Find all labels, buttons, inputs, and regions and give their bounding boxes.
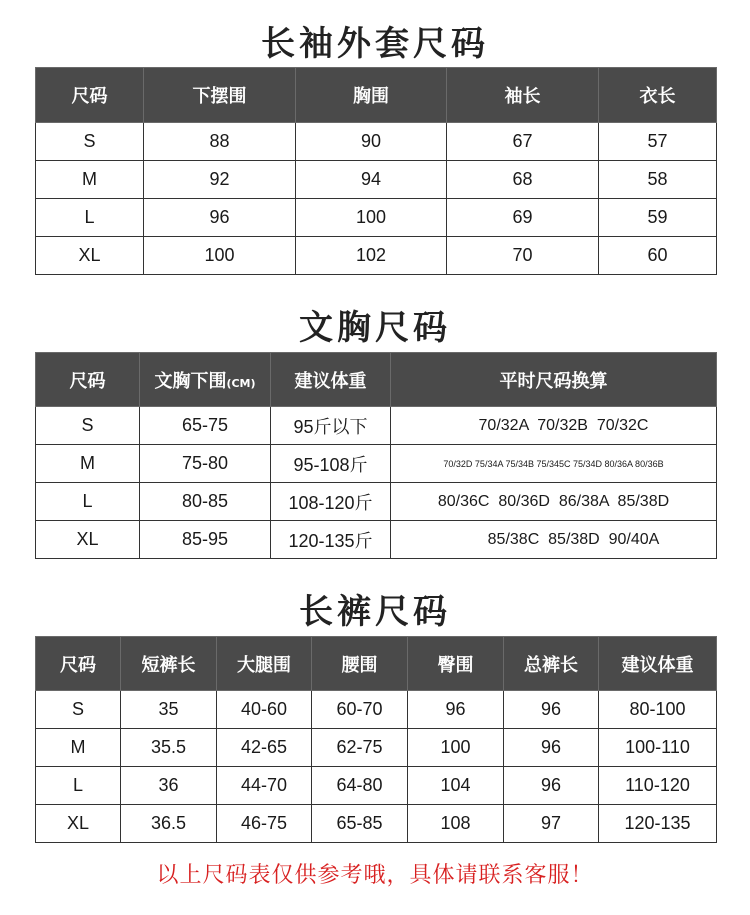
table-cell: 85-95 xyxy=(140,521,271,559)
table-cell: 68 xyxy=(447,161,599,199)
table-cell: 60 xyxy=(599,237,717,275)
column-header: 大腿围 xyxy=(217,637,312,691)
table-cell: 120-135斤 xyxy=(271,521,391,559)
table-cell: 102 xyxy=(296,237,447,275)
table-cell: 96 xyxy=(504,729,599,767)
table-cell: M xyxy=(36,729,121,767)
table-cell: 95斤以下 xyxy=(271,407,391,445)
table-cell: 100 xyxy=(144,237,296,275)
column-header: 衣长 xyxy=(599,68,717,123)
table-cell: 97 xyxy=(504,805,599,843)
table-cell: M xyxy=(36,445,140,483)
jacket-section-title: 长袖外套尺码 xyxy=(261,24,489,64)
bra-size-table xyxy=(35,352,717,559)
table-cell: L xyxy=(36,767,121,805)
table-cell: 70/32D 75/34A 75/34B 75/345C 75/34D 80/36A 80/36B xyxy=(391,445,717,483)
column-header: 短裤长 xyxy=(121,637,217,691)
table-cell: S xyxy=(36,691,121,729)
table-cell: 96 xyxy=(504,767,599,805)
table-cell: 40-60 xyxy=(217,691,312,729)
table-cell: XL xyxy=(36,805,121,843)
table-row xyxy=(36,161,717,199)
table-cell: XL xyxy=(36,237,144,275)
table-cell: 94 xyxy=(296,161,447,199)
column-header: 袖长 xyxy=(447,68,599,123)
table-cell: 46-75 xyxy=(217,805,312,843)
column-header: 总裤长 xyxy=(504,637,599,691)
table-cell: 60-70 xyxy=(312,691,408,729)
table-cell: 59 xyxy=(599,199,717,237)
unit-label: (CM) xyxy=(226,376,256,390)
table-cell: M xyxy=(36,161,144,199)
table-cell: L xyxy=(36,483,140,521)
column-header: 腰围 xyxy=(312,637,408,691)
bra-section-title: 文胸尺码 xyxy=(299,308,451,348)
table-cell: 44-70 xyxy=(217,767,312,805)
table-cell: 65-85 xyxy=(312,805,408,843)
table-cell: 96 xyxy=(144,199,296,237)
table-cell: 96 xyxy=(504,691,599,729)
table-cell: 100-110 xyxy=(599,729,717,767)
column-header: 建议体重 xyxy=(599,637,717,691)
table-cell: 42-65 xyxy=(217,729,312,767)
table-cell: 58 xyxy=(599,161,717,199)
table-header-row xyxy=(36,637,717,691)
underband-label: 文胸下围 xyxy=(154,370,227,392)
table-cell: 36 xyxy=(121,767,217,805)
table-cell: 108-120斤 xyxy=(271,483,391,521)
table-cell: 92 xyxy=(144,161,296,199)
table-cell: 67 xyxy=(447,123,599,161)
column-header: 建议体重 xyxy=(271,353,391,407)
column-header: 平时尺码换算 xyxy=(391,353,717,407)
pants-size-table xyxy=(35,636,717,843)
table-cell: 108 xyxy=(408,805,504,843)
table-row xyxy=(36,729,717,767)
table-cell: 80/36C 80/36D 86/38A 85/38D xyxy=(391,483,717,521)
table-cell: 35.5 xyxy=(121,729,217,767)
table-cell: 88 xyxy=(144,123,296,161)
table-cell: 75-80 xyxy=(140,445,271,483)
table-cell: 100 xyxy=(408,729,504,767)
table-cell: XL xyxy=(36,521,140,559)
table-cell: 57 xyxy=(599,123,717,161)
table-cell: 96 xyxy=(408,691,504,729)
column-header: 尺码 xyxy=(36,68,144,123)
column-header: 尺码 xyxy=(36,353,140,407)
column-header: 下摆围 xyxy=(144,68,296,123)
jacket-size-table xyxy=(35,67,717,275)
table-row xyxy=(36,805,717,843)
table-row xyxy=(36,521,717,559)
table-header-row xyxy=(36,68,717,123)
column-header: 胸围 xyxy=(296,68,447,123)
table-cell: 80-85 xyxy=(140,483,271,521)
pants-section-title: 长裤尺码 xyxy=(299,592,451,632)
table-cell: 64-80 xyxy=(312,767,408,805)
column-header xyxy=(140,353,271,407)
table-row xyxy=(36,123,717,161)
table-cell: 100 xyxy=(296,199,447,237)
table-row xyxy=(36,407,717,445)
footer-note: 以上尺码表仅供参考哦，具体请联系客服！ xyxy=(156,863,594,888)
column-header: 臀围 xyxy=(408,637,504,691)
table-cell: 70 xyxy=(447,237,599,275)
table-cell: 80-100 xyxy=(599,691,717,729)
table-cell: 85/38C 85/38D 90/40A xyxy=(391,521,717,559)
table-cell: L xyxy=(36,199,144,237)
table-cell: 70/32A 70/32B 70/32C xyxy=(391,407,717,445)
table-row xyxy=(36,237,717,275)
table-row xyxy=(36,483,717,521)
table-cell: 95-108斤 xyxy=(271,445,391,483)
column-header: 尺码 xyxy=(36,637,121,691)
table-cell: 69 xyxy=(447,199,599,237)
table-row xyxy=(36,445,717,483)
table-row xyxy=(36,767,717,805)
table-cell: 65-75 xyxy=(140,407,271,445)
table-cell: 110-120 xyxy=(599,767,717,805)
table-header-row xyxy=(36,353,717,407)
table-cell: 104 xyxy=(408,767,504,805)
table-row xyxy=(36,691,717,729)
table-cell: 120-135 xyxy=(599,805,717,843)
table-cell: 35 xyxy=(121,691,217,729)
table-cell: S xyxy=(36,407,140,445)
table-cell: S xyxy=(36,123,144,161)
table-cell: 36.5 xyxy=(121,805,217,843)
table-cell: 90 xyxy=(296,123,447,161)
table-row xyxy=(36,199,717,237)
table-cell: 62-75 xyxy=(312,729,408,767)
